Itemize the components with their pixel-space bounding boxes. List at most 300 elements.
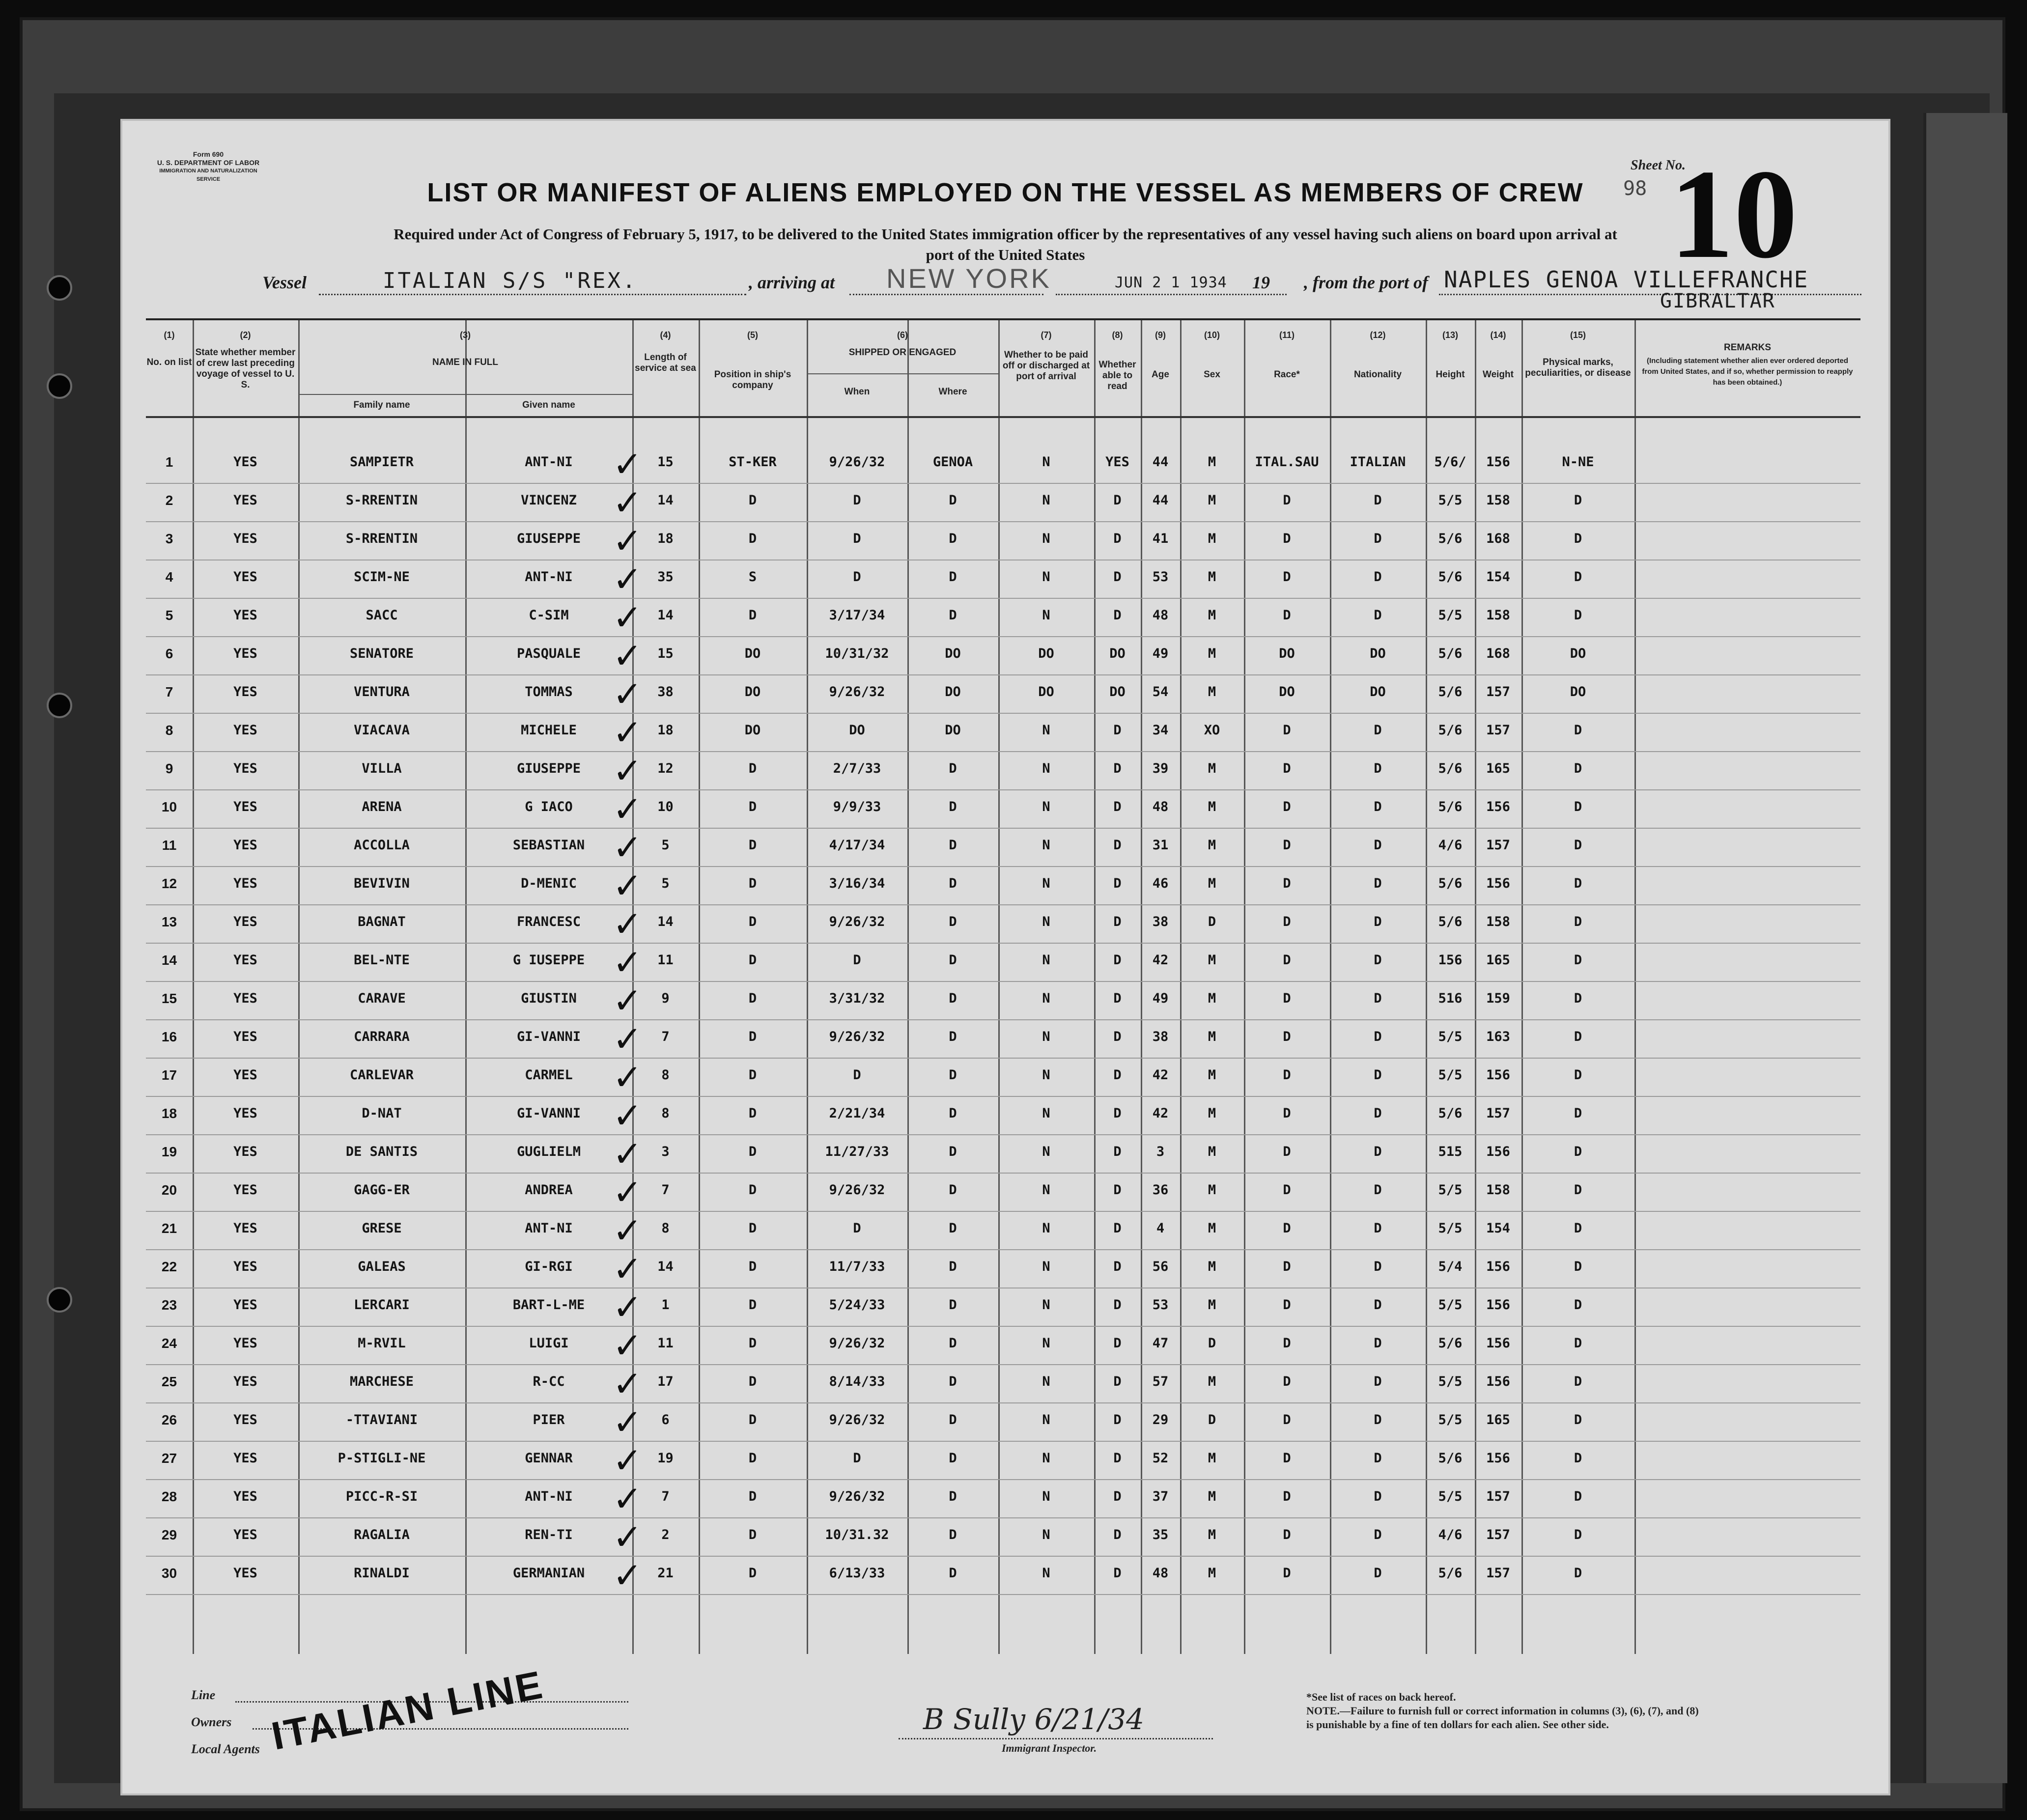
cell-race: D	[1283, 914, 1291, 929]
cell-height: 156	[1438, 952, 1463, 968]
cell-length: 8	[661, 1221, 670, 1236]
cell-family: SAMPIETR	[349, 454, 414, 470]
sheet-number-handwritten: 10	[1670, 143, 1798, 285]
cell-sex: M	[1208, 1527, 1216, 1542]
footnote-races: *See list of races on back hereof.	[1306, 1691, 1456, 1703]
cell-nationality: D	[1374, 838, 1382, 853]
binder-hole	[47, 693, 72, 718]
column-number: (15)	[1570, 330, 1586, 340]
cell-weight: 156	[1486, 454, 1510, 470]
cell-weight: 156	[1486, 1336, 1510, 1351]
cell-read: D	[1113, 1412, 1122, 1428]
cell-when: 3/31/32	[829, 991, 885, 1006]
cell-nationality: D	[1374, 608, 1382, 623]
page-title: LIST OR MANIFEST OF ALIENS EMPLOYED ON THE VESSEL AS MEMBERS OF CREW	[427, 178, 1584, 207]
header-weight: Weight	[1483, 369, 1514, 380]
cell-when: 3/16/34	[829, 876, 885, 891]
cell-race: D	[1283, 1259, 1291, 1274]
cell-marks: D	[1574, 1336, 1582, 1351]
cell-position: D	[748, 1336, 757, 1351]
cell-marks: N-NE	[1562, 454, 1594, 470]
cell-height: 5/6	[1438, 876, 1463, 891]
header-where: Where	[938, 387, 967, 397]
cell-family: ACCOLLA	[354, 838, 410, 853]
cell-read: D	[1113, 761, 1122, 776]
cell-marks: D	[1574, 1374, 1582, 1389]
header-state-whether: State whether member of crew last preceding voyage of vessel to U. S.	[195, 347, 296, 390]
cell-when: 2/21/34	[829, 1106, 885, 1121]
cell-nationality: D	[1374, 569, 1382, 585]
cell-marks: D	[1574, 493, 1582, 508]
checkmark-icon: ✓	[613, 788, 643, 830]
cell-age: 57	[1152, 1374, 1169, 1389]
page-subtitle	[122, 224, 1888, 265]
cell-length: 14	[657, 493, 674, 508]
sheet-number-label: Sheet No.	[1631, 158, 1686, 173]
cell-no: 12	[161, 876, 177, 891]
cell-family: S-RRENTIN	[345, 493, 418, 508]
cell-sex: M	[1208, 1221, 1216, 1236]
cell-sex: M	[1208, 1451, 1216, 1466]
cell-nationality: D	[1374, 1489, 1382, 1504]
cell-race: D	[1283, 761, 1291, 776]
cell-paid: N	[1042, 1029, 1050, 1044]
cell-age: 31	[1152, 838, 1169, 853]
checkmark-icon: ✓	[613, 750, 643, 791]
cell-family: M-RVIL	[358, 1336, 406, 1351]
cell-sex: M	[1208, 1566, 1216, 1581]
checkmark-icon: ✓	[613, 712, 643, 753]
cell-race: D	[1283, 723, 1291, 738]
cell-given: ANT-NI	[525, 1221, 573, 1236]
cell-family: GAGG-ER	[354, 1182, 410, 1198]
cell-weight: 154	[1486, 569, 1510, 585]
cell-nationality: D	[1374, 1144, 1382, 1159]
cell-state: YES	[233, 991, 257, 1006]
cell-nationality: D	[1374, 1412, 1382, 1428]
cell-where: DO	[945, 646, 961, 661]
cell-no: 10	[161, 799, 177, 814]
cell-paid: N	[1042, 1489, 1050, 1504]
cell-marks: D	[1574, 1182, 1582, 1198]
cell-length: 11	[657, 952, 674, 968]
cell-read: D	[1113, 1221, 1122, 1236]
cell-race: DO	[1279, 684, 1295, 700]
cell-paid: DO	[1038, 684, 1054, 700]
cell-read: D	[1113, 991, 1122, 1006]
cell-marks: D	[1574, 1221, 1582, 1236]
cell-age: 53	[1152, 1297, 1169, 1313]
cell-height: 5/5	[1438, 1297, 1463, 1313]
cell-read: D	[1113, 914, 1122, 929]
cell-sex: M	[1208, 1106, 1216, 1121]
cell-weight: 168	[1486, 531, 1510, 546]
cell-position: D	[748, 1374, 757, 1389]
cell-nationality: D	[1374, 952, 1382, 968]
table-row	[146, 1403, 1860, 1442]
cell-age: 4	[1156, 1221, 1165, 1236]
cell-paid: N	[1042, 1412, 1050, 1428]
cell-weight: 157	[1486, 723, 1510, 738]
cell-no: 25	[161, 1374, 177, 1389]
cell-nationality: DO	[1370, 646, 1386, 661]
table-row	[146, 560, 1860, 599]
cell-family: LERCARI	[354, 1297, 410, 1313]
footnote	[1306, 1690, 1699, 1732]
checkmark-icon: ✓	[613, 1210, 643, 1251]
cell-family: CARAVE	[358, 991, 406, 1006]
cell-height: 5/6	[1438, 1336, 1463, 1351]
cell-family: S-RRENTIN	[345, 531, 418, 546]
cell-where: D	[949, 569, 957, 585]
cell-marks: D	[1574, 1144, 1582, 1159]
cell-paid: N	[1042, 1374, 1050, 1389]
column-number: (5)	[747, 330, 758, 340]
table-row	[146, 1442, 1860, 1480]
cell-height: 5/5	[1438, 1067, 1463, 1083]
cell-sex: M	[1208, 991, 1216, 1006]
cell-position: D	[748, 493, 757, 508]
cell-race: D	[1283, 1067, 1291, 1083]
sheet-stamp-number: 98	[1623, 177, 1647, 200]
cell-read: D	[1113, 531, 1122, 546]
cell-paid: N	[1042, 569, 1050, 585]
vessel-label: Vessel	[262, 273, 307, 292]
table-row	[146, 1059, 1860, 1097]
cell-paid: N	[1042, 454, 1050, 470]
cell-where: D	[949, 1259, 957, 1274]
header-physical-marks: Physical marks, peculiarities, or disease	[1525, 357, 1631, 378]
table-row	[146, 484, 1860, 522]
cell-read: D	[1113, 1297, 1122, 1313]
cell-when: D	[853, 493, 861, 508]
checkmark-icon: ✓	[613, 673, 643, 715]
cell-weight: 159	[1486, 991, 1510, 1006]
cell-height: 5/6	[1438, 531, 1463, 546]
table-row	[146, 829, 1860, 867]
cell-position: D	[748, 1527, 757, 1542]
table-row	[146, 637, 1860, 675]
cell-state: YES	[233, 1297, 257, 1313]
cell-when: 9/26/32	[829, 1336, 885, 1351]
cell-when: 6/13/33	[829, 1566, 885, 1581]
cell-given: FRANCESC	[516, 914, 581, 929]
checkmark-icon: ✓	[613, 1172, 643, 1213]
cell-paid: N	[1042, 1297, 1050, 1313]
page-edge-strip	[1923, 113, 2007, 1783]
cell-marks: D	[1574, 952, 1582, 968]
cell-weight: 157	[1486, 684, 1510, 700]
table-row	[146, 446, 1860, 484]
cell-family: -TTAVIANI	[345, 1412, 418, 1428]
year-label: 19	[1252, 273, 1270, 292]
cell-weight: 158	[1486, 608, 1510, 623]
cell-length: 15	[657, 454, 674, 470]
cell-when: 4/17/34	[829, 838, 885, 853]
cell-no: 4	[165, 569, 173, 585]
cell-weight: 156	[1486, 1297, 1510, 1313]
cell-where: D	[949, 799, 957, 814]
cell-given: G IUSEPPE	[512, 952, 585, 968]
cell-given: CARMEL	[525, 1067, 573, 1083]
cell-sex: M	[1208, 684, 1216, 700]
cell-position: D	[748, 1029, 757, 1044]
cell-state: YES	[233, 723, 257, 738]
cell-when: D	[853, 1067, 861, 1083]
column-number: (4)	[660, 330, 671, 340]
cell-given: GI-VANNI	[516, 1029, 581, 1044]
cell-sex: M	[1208, 454, 1216, 470]
row-divider	[298, 394, 632, 395]
crew-table	[146, 318, 1860, 1654]
cell-marks: D	[1574, 1489, 1582, 1504]
cell-read: D	[1113, 1259, 1122, 1274]
cell-weight: 156	[1486, 1451, 1510, 1466]
cell-weight: 158	[1486, 493, 1510, 508]
cell-age: 49	[1152, 646, 1169, 661]
column-number: (10)	[1204, 330, 1220, 340]
cell-when: 9/26/32	[829, 684, 885, 700]
cell-when: 10/31.32	[825, 1527, 889, 1542]
cell-race: DO	[1279, 646, 1295, 661]
cell-family: DE SANTIS	[345, 1144, 418, 1159]
cell-marks: D	[1574, 761, 1582, 776]
cell-sex: M	[1208, 761, 1216, 776]
cell-state: YES	[233, 531, 257, 546]
header-length-service: Length of service at sea	[635, 352, 696, 373]
cell-age: 52	[1152, 1451, 1169, 1466]
cell-length: 8	[661, 1106, 670, 1121]
cell-read: D	[1113, 1029, 1122, 1044]
cell-race: D	[1283, 1566, 1291, 1581]
cell-weight: 156	[1486, 1259, 1510, 1274]
cell-where: D	[949, 1451, 957, 1466]
column-number: (6)	[897, 330, 908, 340]
cell-read: YES	[1105, 454, 1129, 470]
cell-height: 5/4	[1438, 1259, 1463, 1274]
cell-where: D	[949, 1297, 957, 1313]
cell-no: 6	[165, 646, 173, 661]
cell-weight: 165	[1486, 952, 1510, 968]
cell-race: D	[1283, 1451, 1291, 1466]
cell-race: D	[1283, 991, 1291, 1006]
cell-read: D	[1113, 1527, 1122, 1542]
cell-marks: D	[1574, 1527, 1582, 1542]
checkmark-icon: ✓	[613, 1057, 643, 1098]
cell-state: YES	[233, 1182, 257, 1198]
cell-where: D	[949, 531, 957, 546]
cell-height: 5/6	[1438, 799, 1463, 814]
cell-when: 9/26/32	[829, 1182, 885, 1198]
header-family-name: Family name	[353, 400, 410, 410]
cell-nationality: D	[1374, 1067, 1382, 1083]
table-row	[146, 867, 1860, 905]
cell-when: 9/26/32	[829, 1412, 885, 1428]
cell-sex: M	[1208, 646, 1216, 661]
cell-where: D	[949, 838, 957, 853]
cell-paid: N	[1042, 1566, 1050, 1581]
header-when: When	[844, 387, 870, 397]
cell-height: 5/5	[1438, 1029, 1463, 1044]
cell-no: 23	[161, 1297, 177, 1313]
cell-length: 8	[661, 1067, 670, 1083]
cell-sex: M	[1208, 799, 1216, 814]
table-row	[146, 790, 1860, 829]
cell-paid: N	[1042, 531, 1050, 546]
cell-where: D	[949, 493, 957, 508]
cell-age: 37	[1152, 1489, 1169, 1504]
checkmark-icon: ✓	[613, 635, 643, 676]
cell-read: D	[1113, 1106, 1122, 1121]
cell-weight: 157	[1486, 1527, 1510, 1542]
cell-length: 9	[661, 991, 670, 1006]
cell-family: SCIM-NE	[354, 569, 410, 585]
cell-where: D	[949, 1144, 957, 1159]
cell-height: 516	[1438, 991, 1463, 1006]
cell-no: 24	[161, 1336, 177, 1351]
cell-paid: N	[1042, 876, 1050, 891]
vessel-name: ITALIAN S/S "REX.	[383, 268, 638, 293]
cell-paid: N	[1042, 608, 1050, 623]
cell-position: D	[748, 799, 757, 814]
cell-race: D	[1283, 531, 1291, 546]
cell-given: ANT-NI	[525, 569, 573, 585]
column-number: (11)	[1279, 330, 1295, 340]
cell-paid: N	[1042, 1336, 1050, 1351]
cell-nationality: D	[1374, 876, 1382, 891]
table-row	[146, 905, 1860, 944]
table-row	[146, 752, 1860, 790]
cell-height: 5/6	[1438, 569, 1463, 585]
manifest-sheet	[120, 119, 1890, 1795]
cell-state: YES	[233, 1067, 257, 1083]
cell-race: D	[1283, 569, 1291, 585]
cell-no: 27	[161, 1451, 177, 1466]
cell-height: 5/5	[1438, 1221, 1463, 1236]
cell-state: YES	[233, 838, 257, 853]
department-name: U. S. DEPARTMENT OF LABOR	[157, 159, 260, 167]
cell-read: D	[1113, 1489, 1122, 1504]
cell-marks: D	[1574, 723, 1582, 738]
cell-position: D	[748, 608, 757, 623]
arriving-label: , arriving at	[749, 273, 835, 292]
cell-race: D	[1283, 876, 1291, 891]
cell-sex: M	[1208, 493, 1216, 508]
cell-age: 36	[1152, 1182, 1169, 1198]
cell-nationality: D	[1374, 1527, 1382, 1542]
cell-race: D	[1283, 1029, 1291, 1044]
cell-when: 9/9/33	[833, 799, 881, 814]
cell-marks: D	[1574, 1106, 1582, 1121]
table-row	[146, 982, 1860, 1020]
cell-where: D	[949, 952, 957, 968]
column-number: (7)	[1041, 330, 1052, 340]
cell-read: D	[1113, 723, 1122, 738]
cell-position: ST-KER	[729, 454, 777, 470]
cell-read: D	[1113, 952, 1122, 968]
cell-family: PICC-R-SI	[345, 1489, 418, 1504]
cell-no: 26	[161, 1412, 177, 1428]
cell-nationality: DO	[1370, 684, 1386, 700]
cell-age: 49	[1152, 991, 1169, 1006]
cell-position: D	[748, 1297, 757, 1313]
column-number: (13)	[1442, 330, 1458, 340]
cell-height: 515	[1438, 1144, 1463, 1159]
table-row	[146, 675, 1860, 714]
cell-marks: D	[1574, 1297, 1582, 1313]
service-name: IMMIGRATION AND NATURALIZATION SERVICE	[159, 168, 257, 182]
cell-position: D	[748, 838, 757, 853]
checkmark-icon: ✓	[613, 827, 643, 868]
cell-given: R-CC	[533, 1374, 565, 1389]
cell-state: YES	[233, 1451, 257, 1466]
cell-state: YES	[233, 876, 257, 891]
cell-position: D	[748, 1566, 757, 1581]
cell-nationality: D	[1374, 531, 1382, 546]
cell-no: 30	[161, 1566, 177, 1581]
cell-no: 9	[165, 761, 173, 776]
cell-length: 15	[657, 646, 674, 661]
cell-weight: 156	[1486, 799, 1510, 814]
cell-weight: 157	[1486, 1489, 1510, 1504]
cell-length: 11	[657, 1336, 674, 1351]
cell-no: 11	[162, 838, 177, 853]
cell-race: D	[1283, 1412, 1291, 1428]
local-agents-label: Local Agents	[191, 1742, 260, 1756]
header-name-in-full: NAME IN FULL	[432, 357, 499, 367]
cell-family: P-STIGLI-NE	[338, 1451, 426, 1466]
cell-given: PASQUALE	[516, 646, 581, 661]
cell-state: YES	[233, 646, 257, 661]
cell-height: 5/5	[1438, 1182, 1463, 1198]
cell-position: D	[748, 952, 757, 968]
row-divider	[807, 373, 998, 374]
cell-given: D-MENIC	[521, 876, 577, 891]
cell-age: 41	[1152, 531, 1169, 546]
cell-marks: D	[1574, 991, 1582, 1006]
cell-sex: M	[1208, 531, 1216, 546]
cell-family: CARLEVAR	[349, 1067, 414, 1083]
cell-paid: N	[1042, 991, 1050, 1006]
cell-no: 5	[165, 608, 173, 623]
cell-length: 6	[661, 1412, 670, 1428]
cell-race: D	[1283, 1374, 1291, 1389]
cell-marks: D	[1574, 1412, 1582, 1428]
cell-given: ANDREA	[525, 1182, 573, 1198]
header-paid-off: Whether to be paid off or discharged at port of arrival	[1002, 350, 1090, 382]
cell-sex: M	[1208, 1259, 1216, 1274]
line-label: Line	[191, 1688, 216, 1702]
cell-read: D	[1113, 493, 1122, 508]
column-number: (2)	[240, 330, 251, 340]
cell-length: 21	[657, 1566, 674, 1581]
cell-position: D	[748, 1067, 757, 1083]
cell-paid: N	[1042, 1144, 1050, 1159]
checkmark-icon: ✓	[613, 559, 643, 600]
cell-where: D	[949, 1221, 957, 1236]
row-divider	[146, 416, 1860, 418]
cell-nationality: D	[1374, 493, 1382, 508]
cell-sex: M	[1208, 1297, 1216, 1313]
cell-weight: 165	[1486, 761, 1510, 776]
binder-hole	[47, 275, 72, 301]
cell-height: 5/6	[1438, 1451, 1463, 1466]
cell-length: 18	[657, 723, 674, 738]
column-number: (3)	[460, 330, 471, 340]
checkmark-icon: ✓	[613, 1018, 643, 1060]
cell-when: 3/17/34	[829, 608, 885, 623]
cell-where: D	[949, 914, 957, 929]
